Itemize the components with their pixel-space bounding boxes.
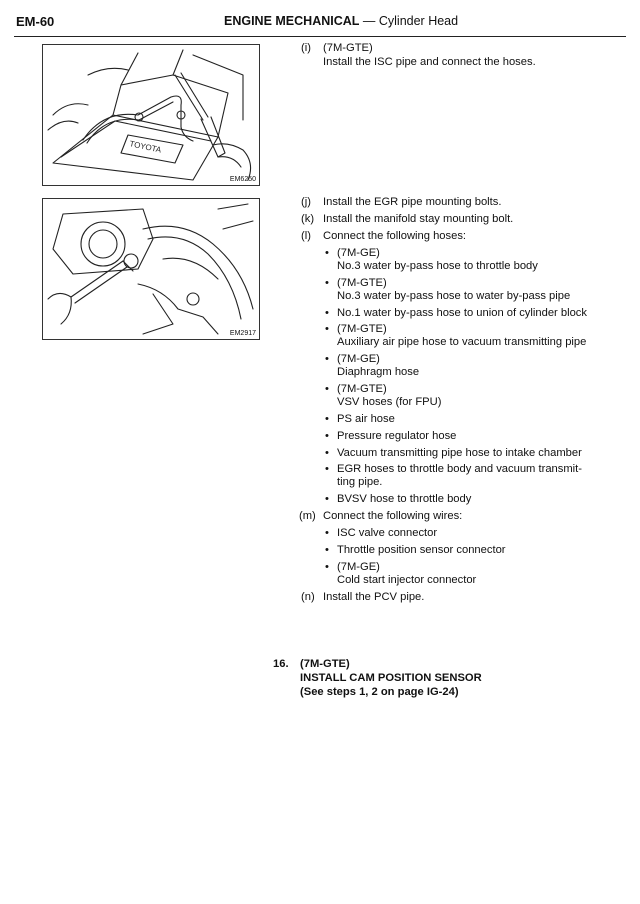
step-text: Install the ISC pipe and connect the hoses.	[323, 56, 536, 68]
figure-code: EM2917	[229, 330, 256, 337]
figure-egr-pipe	[42, 198, 260, 340]
isc-pipe-illustration	[43, 45, 259, 185]
bullet: •	[325, 447, 329, 459]
bullet: •	[325, 527, 329, 539]
bullet: •	[325, 463, 329, 475]
bullet: •	[325, 277, 329, 289]
step-label: (m)	[299, 510, 316, 522]
step-label: (i)	[301, 42, 311, 54]
bullet: •	[325, 307, 329, 319]
figure-code: EM6250	[229, 176, 256, 183]
bullet: •	[325, 383, 329, 395]
list-item: ISC valve connector	[337, 527, 438, 539]
egr-pipe-illustration	[43, 199, 259, 339]
page-number: EM-60	[16, 14, 55, 29]
list-item: No.3 water by-pass hose to water by-pass pipe	[337, 290, 571, 302]
bullet: •	[325, 561, 329, 573]
list-item: (7M-GE)	[337, 247, 380, 259]
list-item: VSV hoses (for FPU)	[337, 396, 442, 408]
step-variant: (7M-GTE)	[323, 42, 373, 54]
step-text: Install the manifold stay mounting bolt.	[323, 213, 514, 225]
step-text: Install the EGR pipe mounting bolts.	[323, 196, 502, 208]
list-item: Vacuum transmitting pipe hose to intake chamber	[337, 447, 582, 459]
figure-isc-pipe	[42, 44, 260, 186]
bullet: •	[325, 413, 329, 425]
step-text: Install the PCV pipe.	[323, 591, 425, 603]
list-item: Cold start injector connector	[337, 574, 477, 586]
page-title-section: ENGINE MECHANICAL	[224, 14, 360, 28]
page-title-subsection: — Cylinder Head	[359, 14, 459, 28]
list-item: Throttle position sensor connector	[337, 544, 506, 556]
step-label: (n)	[301, 591, 315, 603]
list-item: EGR hoses to throttle body and vacuum transmit-	[337, 463, 582, 475]
list-item: Diaphragm hose	[337, 366, 420, 378]
list-item: (7M-GTE)	[337, 383, 387, 395]
step-text: Connect the following wires:	[323, 510, 463, 522]
bullet: •	[325, 323, 329, 335]
step-label: (j)	[301, 196, 311, 208]
bullet: •	[325, 493, 329, 505]
list-item: PS air hose	[337, 413, 395, 425]
bullet: •	[325, 544, 329, 556]
page-title	[224, 14, 458, 28]
page-header	[14, 10, 626, 37]
list-item: BVSV hose to throttle body	[337, 493, 472, 505]
list-item: (7M-GE)	[337, 353, 380, 365]
step-label: (k)	[301, 213, 315, 225]
bullet: •	[325, 247, 329, 259]
list-item: No.3 water by-pass hose to throttle body	[337, 260, 538, 272]
list-item: ting pipe.	[337, 476, 383, 488]
section-reference: (See steps 1, 2 on page IG-24)	[300, 686, 459, 698]
toyota-logo-text: TOYOTA	[128, 139, 163, 155]
list-item: (7M-GTE)	[337, 277, 387, 289]
section-number: 16.	[273, 658, 289, 670]
list-item: Auxiliary air pipe hose to vacuum transmitting pipe	[337, 336, 587, 348]
list-item: (7M-GTE)	[337, 323, 387, 335]
list-item: No.1 water by-pass hose to union of cylinder block	[337, 307, 587, 319]
bullet: •	[325, 353, 329, 365]
section-variant: (7M-GTE)	[300, 658, 350, 670]
bullet: •	[325, 430, 329, 442]
step-text: Connect the following hoses:	[323, 230, 467, 242]
list-item: (7M-GE)	[337, 561, 380, 573]
step-label: (l)	[301, 230, 311, 242]
section-heading: INSTALL CAM POSITION SENSOR	[300, 672, 482, 684]
list-item: Pressure regulator hose	[337, 430, 457, 442]
